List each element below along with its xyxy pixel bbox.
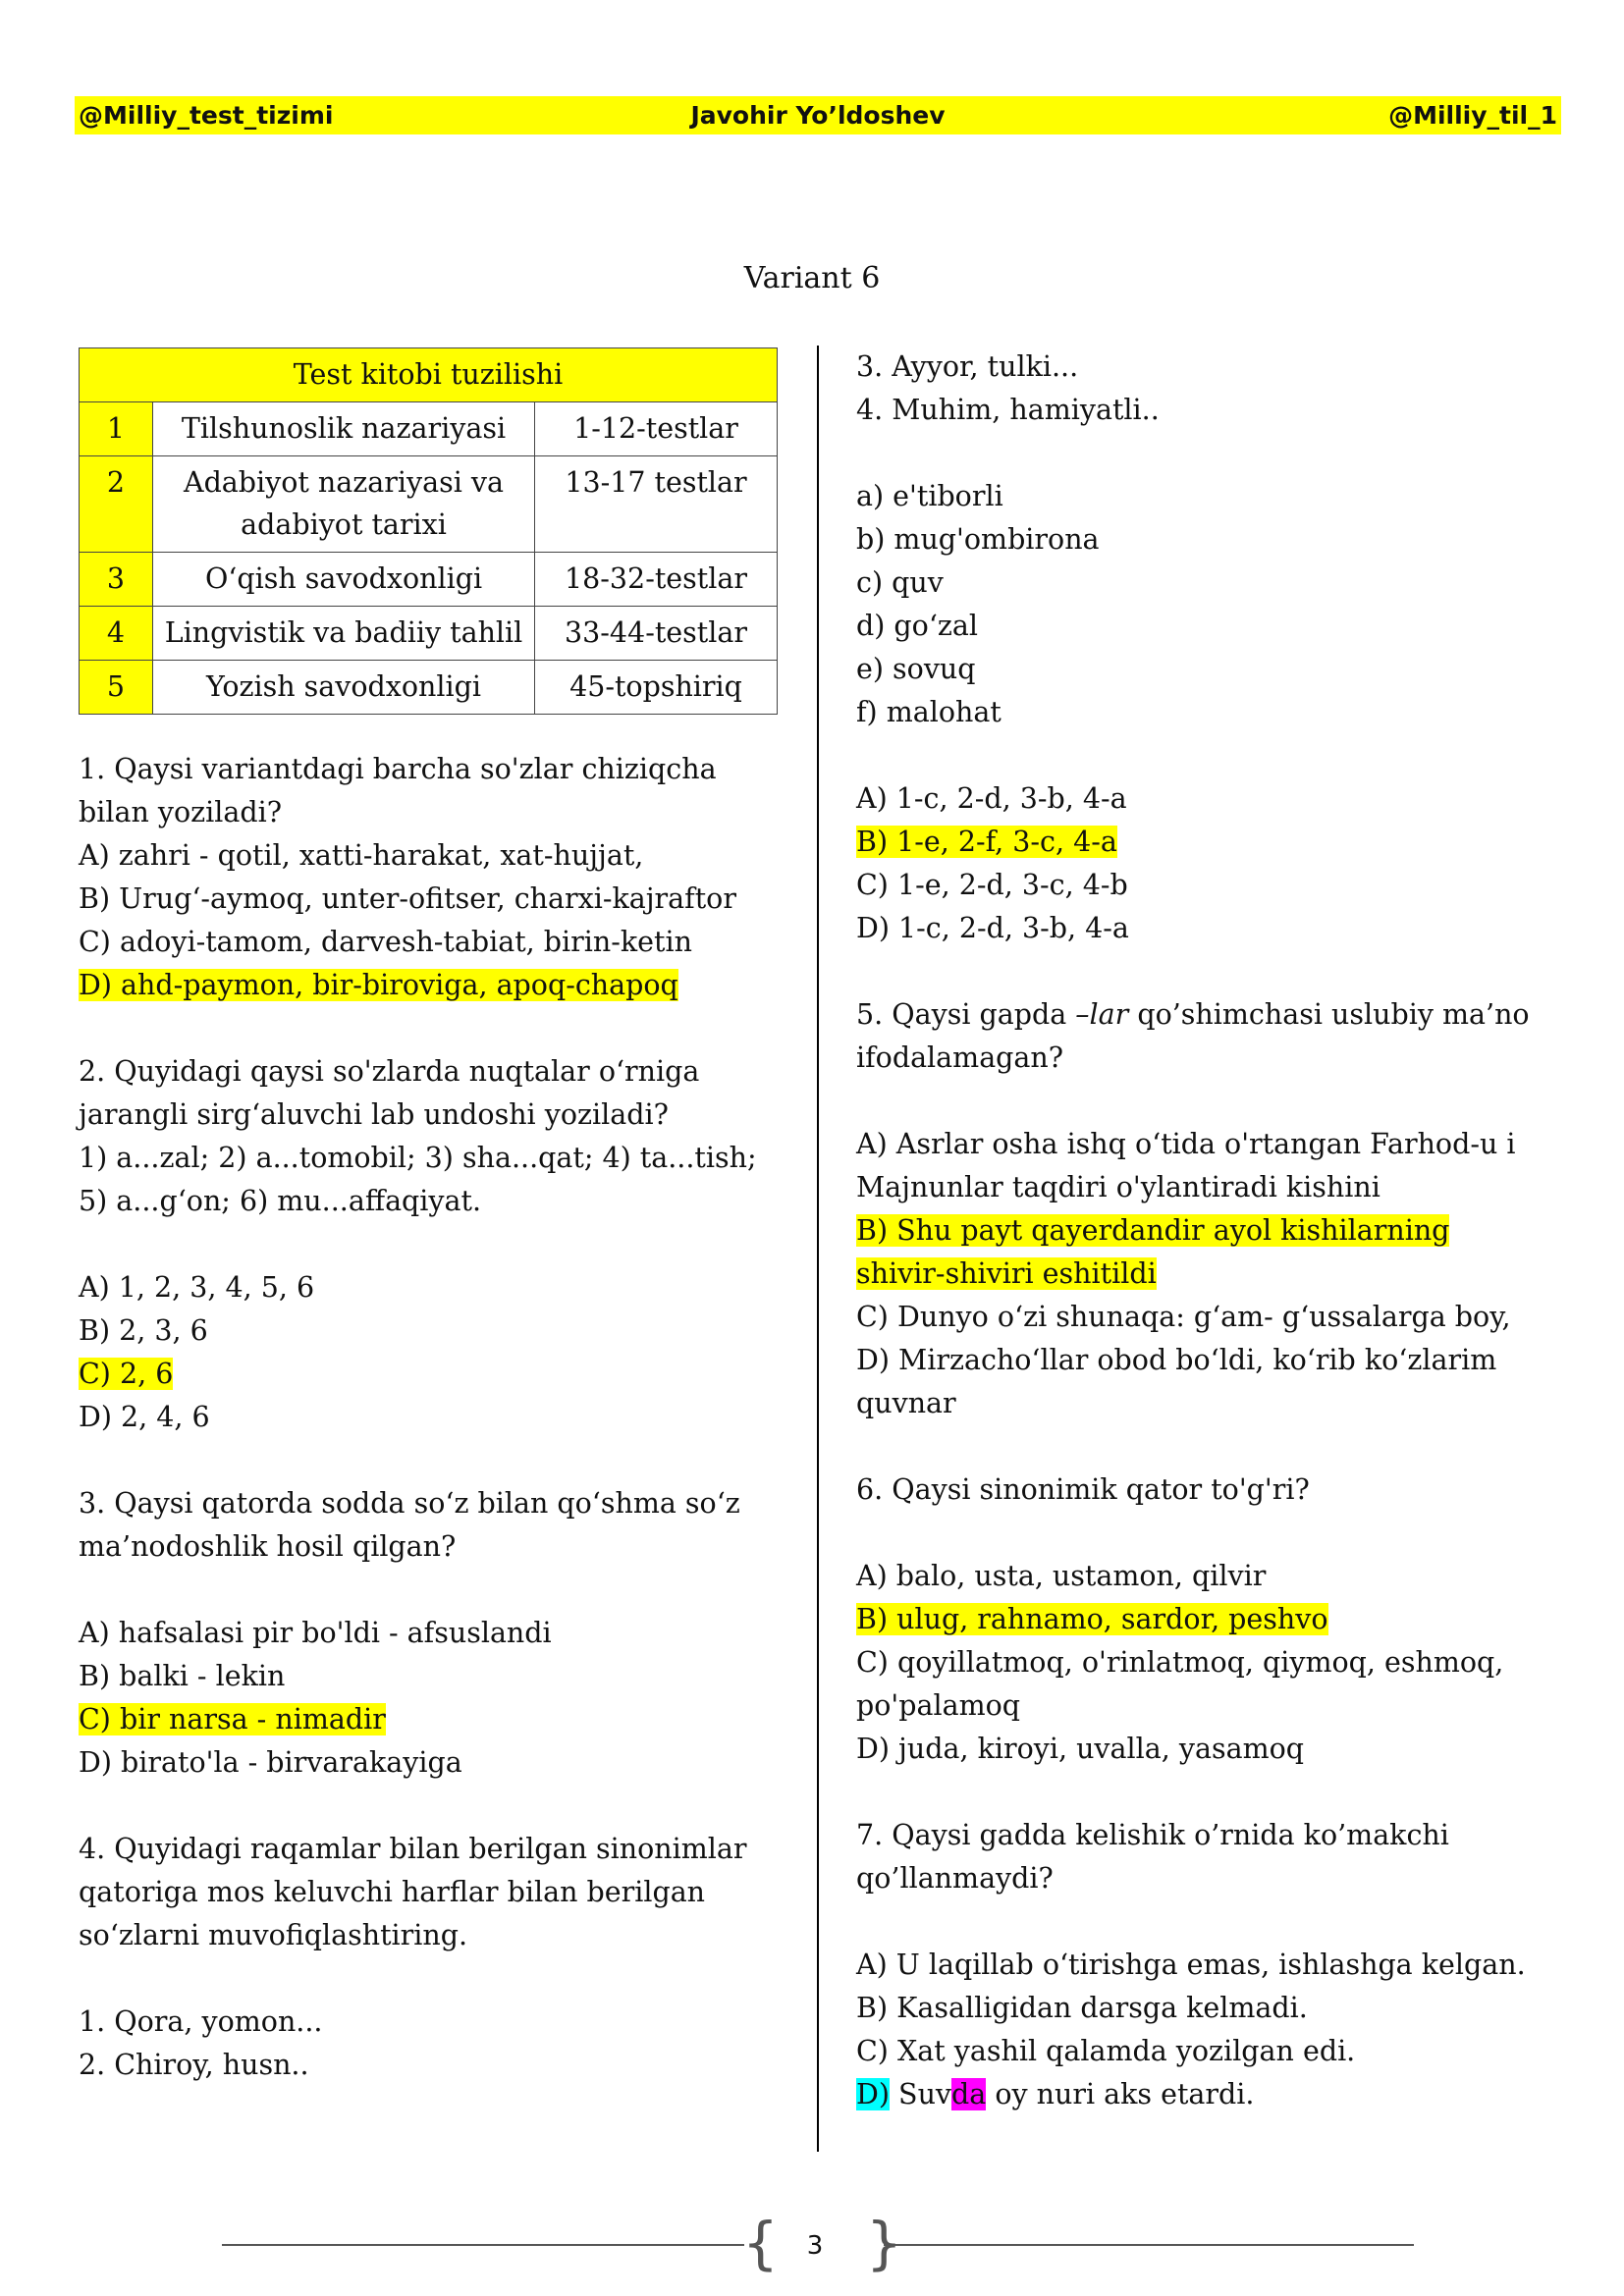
table-cell-num: 1 <box>80 402 153 456</box>
list-item: 2. Chiroy, husn.. <box>79 2049 309 2081</box>
question-text: 1. Qaysi variantdagi barcha so'zlar chiziqcha <box>79 753 717 785</box>
answer-option-a: A) U laqillab o‘tirishga emas, ishlashga kelgan. <box>856 1949 1526 1981</box>
answer-option-b: B) 2, 3, 6 <box>79 1314 208 1347</box>
table-cell-name: Yozish savodxonligi <box>153 661 535 715</box>
question-5 <box>856 993 1563 1425</box>
header-right-handle: @Milliy_til_1 <box>1388 101 1557 130</box>
right-column <box>856 346 1563 2116</box>
word-option: c) quv <box>856 566 944 599</box>
answer-option-c-correct: C) bir narsa - nimadir <box>79 1703 386 1735</box>
answer-option-b: B) balki - lekin <box>79 1660 286 1692</box>
table-header-row <box>80 348 778 402</box>
answer-option-a: A) zahri - qotil, xatti-harakat, xat-hujjat, <box>79 839 644 872</box>
answer-option-a-cont: Majnunlar taqdiri o'ylantiradi kishini <box>856 1171 1380 1203</box>
answer-option-c: C) Xat yashil qalamda yozilgan edi. <box>856 2035 1356 2067</box>
answer-option-d: D) Mirzacho‘llar obod bo‘ldi, ko‘rib ko‘zlarim <box>856 1344 1497 1376</box>
answer-option-c: C) qoyillatmoq, o'rinlatmoq, qiymoq, eshmoq, <box>856 1646 1504 1679</box>
suffix-highlight: da <box>951 2078 987 2110</box>
list-item: 3. Ayyor, tulki... <box>856 350 1079 383</box>
answer-option-b: B) Kasalligidan darsga kelmadi. <box>856 1992 1308 2024</box>
word-option: b) mug'ombirona <box>856 523 1100 556</box>
table-cell-range: 1-12-testlar <box>535 402 778 456</box>
word-option: f) malohat <box>856 696 1001 728</box>
answer-option-a: A) 1, 2, 3, 4, 5, 6 <box>79 1271 315 1304</box>
header-author: Javohir Yo’ldoshev <box>690 101 946 130</box>
footer-rule-right <box>884 2244 1414 2246</box>
table-cell-name: Adabiyot nazariyasi va adabiyot tarixi <box>153 456 535 553</box>
question-text: 4. Quyidagi raqamlar bilan berilgan sinonimlar <box>79 1833 747 1865</box>
table-row <box>80 456 778 553</box>
table-cell-num: 4 <box>80 607 153 661</box>
table-row <box>80 553 778 607</box>
answer-option-b-correct: B) Shu payt qayerdandir ayol kishilarning <box>856 1214 1450 1247</box>
answer-option-c-cont: po'palamoq <box>856 1689 1021 1722</box>
question-4-continued <box>856 346 1563 950</box>
answer-option-a: A) 1-c, 2-d, 3-b, 4-a <box>856 782 1127 815</box>
answer-option-a: A) Asrlar osha ishq o‘tida o'rtangan Farhod-u i <box>856 1128 1516 1160</box>
variant-title: Variant 6 <box>743 261 881 295</box>
question-4 <box>79 1828 795 2087</box>
header-left-handle: @Milliy_test_tizimi <box>79 101 334 130</box>
question-6 <box>856 1468 1563 1771</box>
question-text: 7. Qaysi gadda kelishik o’rnida ko’makchi <box>856 1819 1449 1851</box>
word-option: d) go‘zal <box>856 610 979 642</box>
test-structure-table <box>79 347 778 715</box>
answer-option-c-correct: C) 2, 6 <box>79 1358 174 1390</box>
footer-brace-left: { <box>742 2210 779 2276</box>
question-text: qatoriga mos keluvchi harflar bilan berilgan <box>79 1876 706 1908</box>
footer-brace-right: } <box>866 2210 902 2276</box>
footer-rule-left <box>222 2244 744 2246</box>
question-text: jarangli sirg‘aluvchi lab undoshi yoziladi? <box>79 1098 669 1131</box>
question-text <box>856 993 1563 1037</box>
column-divider <box>817 346 819 2152</box>
page-header-bar <box>75 96 1561 134</box>
answer-option-d: D) 1-c, 2-d, 3-b, 4-a <box>856 912 1129 944</box>
answer-option-b-correct: B) 1-e, 2-f, 3-c, 4-a <box>856 826 1117 858</box>
table-row <box>80 402 778 456</box>
question-text: ma’nodoshlik hosil qilgan? <box>79 1530 457 1563</box>
answer-option-a: A) hafsalasi pir bo'ldi - afsuslandi <box>79 1617 552 1649</box>
answer-option-c: C) Dunyo o‘zi shunaqa: g‘am- g‘ussalarga boy, <box>856 1301 1511 1333</box>
question-7 <box>856 1814 1563 2116</box>
table-cell-name: O‘qish savodxonligi <box>153 553 535 607</box>
question-text: 5) a...g‘on; 6) mu...affaqiyat. <box>79 1185 482 1217</box>
table-heading: Test kitobi tuzilishi <box>80 348 778 402</box>
question-3 <box>79 1482 795 1785</box>
table-cell-name: Lingvistik va badiiy tahlil <box>153 607 535 661</box>
list-item: 4. Muhim, hamiyatli.. <box>856 394 1160 426</box>
table-cell-num: 2 <box>80 456 153 553</box>
table-row <box>80 661 778 715</box>
suffix-italic: –lar <box>1075 998 1129 1031</box>
answer-option-b-correct: B) ulug, rahnamo, sardor, peshvo <box>856 1603 1328 1635</box>
left-column <box>79 347 795 2087</box>
answer-option-d: D) birato'la - birvarakayiga <box>79 1746 462 1779</box>
table-cell-range: 45-topshiriq <box>535 661 778 715</box>
answer-option-b-correct-cont: shivir-shiviri eshitildi <box>856 1257 1157 1290</box>
question-text: qo’llanmaydi? <box>856 1862 1054 1895</box>
table-cell-range: 18-32-testlar <box>535 553 778 607</box>
answer-option-c: C) 1-e, 2-d, 3-c, 4-b <box>856 869 1128 901</box>
question-text: ifodalamagan? <box>856 1041 1064 1074</box>
word-option: a) e'tiborli <box>856 480 1003 512</box>
answer-option-b: B) Urug‘-aymoq, unter-ofitser, charxi-kajraftor <box>79 882 736 915</box>
answer-option-d-cont: quvnar <box>856 1387 956 1419</box>
answer-text-part: oy nuri aks etardi. <box>986 2078 1255 2110</box>
word-option: e) sovuq <box>856 653 976 685</box>
answer-option-d-correct <box>856 2073 1563 2116</box>
question-text: 3. Qaysi qatorda sodda so‘z bilan qo‘shma so‘z <box>79 1487 740 1520</box>
table-cell-name: Tilshunoslik nazariyasi <box>153 402 535 456</box>
list-item: 1. Qora, yomon... <box>79 2005 323 2038</box>
page-number: 3 <box>806 2231 824 2261</box>
answer-text-part: Suv <box>889 2078 952 2110</box>
answer-option-d: D) juda, kiroyi, uvalla, yasamoq <box>856 1733 1304 1765</box>
table-cell-range: 13-17 testlar <box>535 456 778 553</box>
question-text-part: 5. Qaysi gapda <box>856 998 1076 1031</box>
question-2 <box>79 1050 795 1439</box>
answer-option-c: C) adoyi-tamom, darvesh-tabiat, birin-ketin <box>79 926 692 958</box>
table-row <box>80 607 778 661</box>
question-text: 6. Qaysi sinonimik qator to'g'ri? <box>856 1473 1310 1506</box>
question-text: 2. Quyidagi qaysi so'zlarda nuqtalar o‘rniga <box>79 1055 700 1088</box>
question-text: 1) a...zal; 2) a...tomobil; 3) sha...qat; 4) ta...tish; <box>79 1142 757 1174</box>
question-text: bilan yoziladi? <box>79 796 283 828</box>
answer-option-d-correct: D) ahd-paymon, bir-biroviga, apoq-chapoq <box>79 969 678 1001</box>
question-text-part: qo’shimchasi uslubiy ma’no <box>1128 998 1530 1031</box>
answer-option-d: D) 2, 4, 6 <box>79 1401 210 1433</box>
table-cell-num: 3 <box>80 553 153 607</box>
table-cell-num: 5 <box>80 661 153 715</box>
answer-option-a: A) balo, usta, ustamon, qilvir <box>856 1560 1267 1592</box>
table-cell-range: 33-44-testlar <box>535 607 778 661</box>
answer-label-highlight: D) <box>856 2078 890 2110</box>
question-1 <box>79 748 795 1007</box>
question-text: so‘zlarni muvofiqlashtiring. <box>79 1919 468 1951</box>
